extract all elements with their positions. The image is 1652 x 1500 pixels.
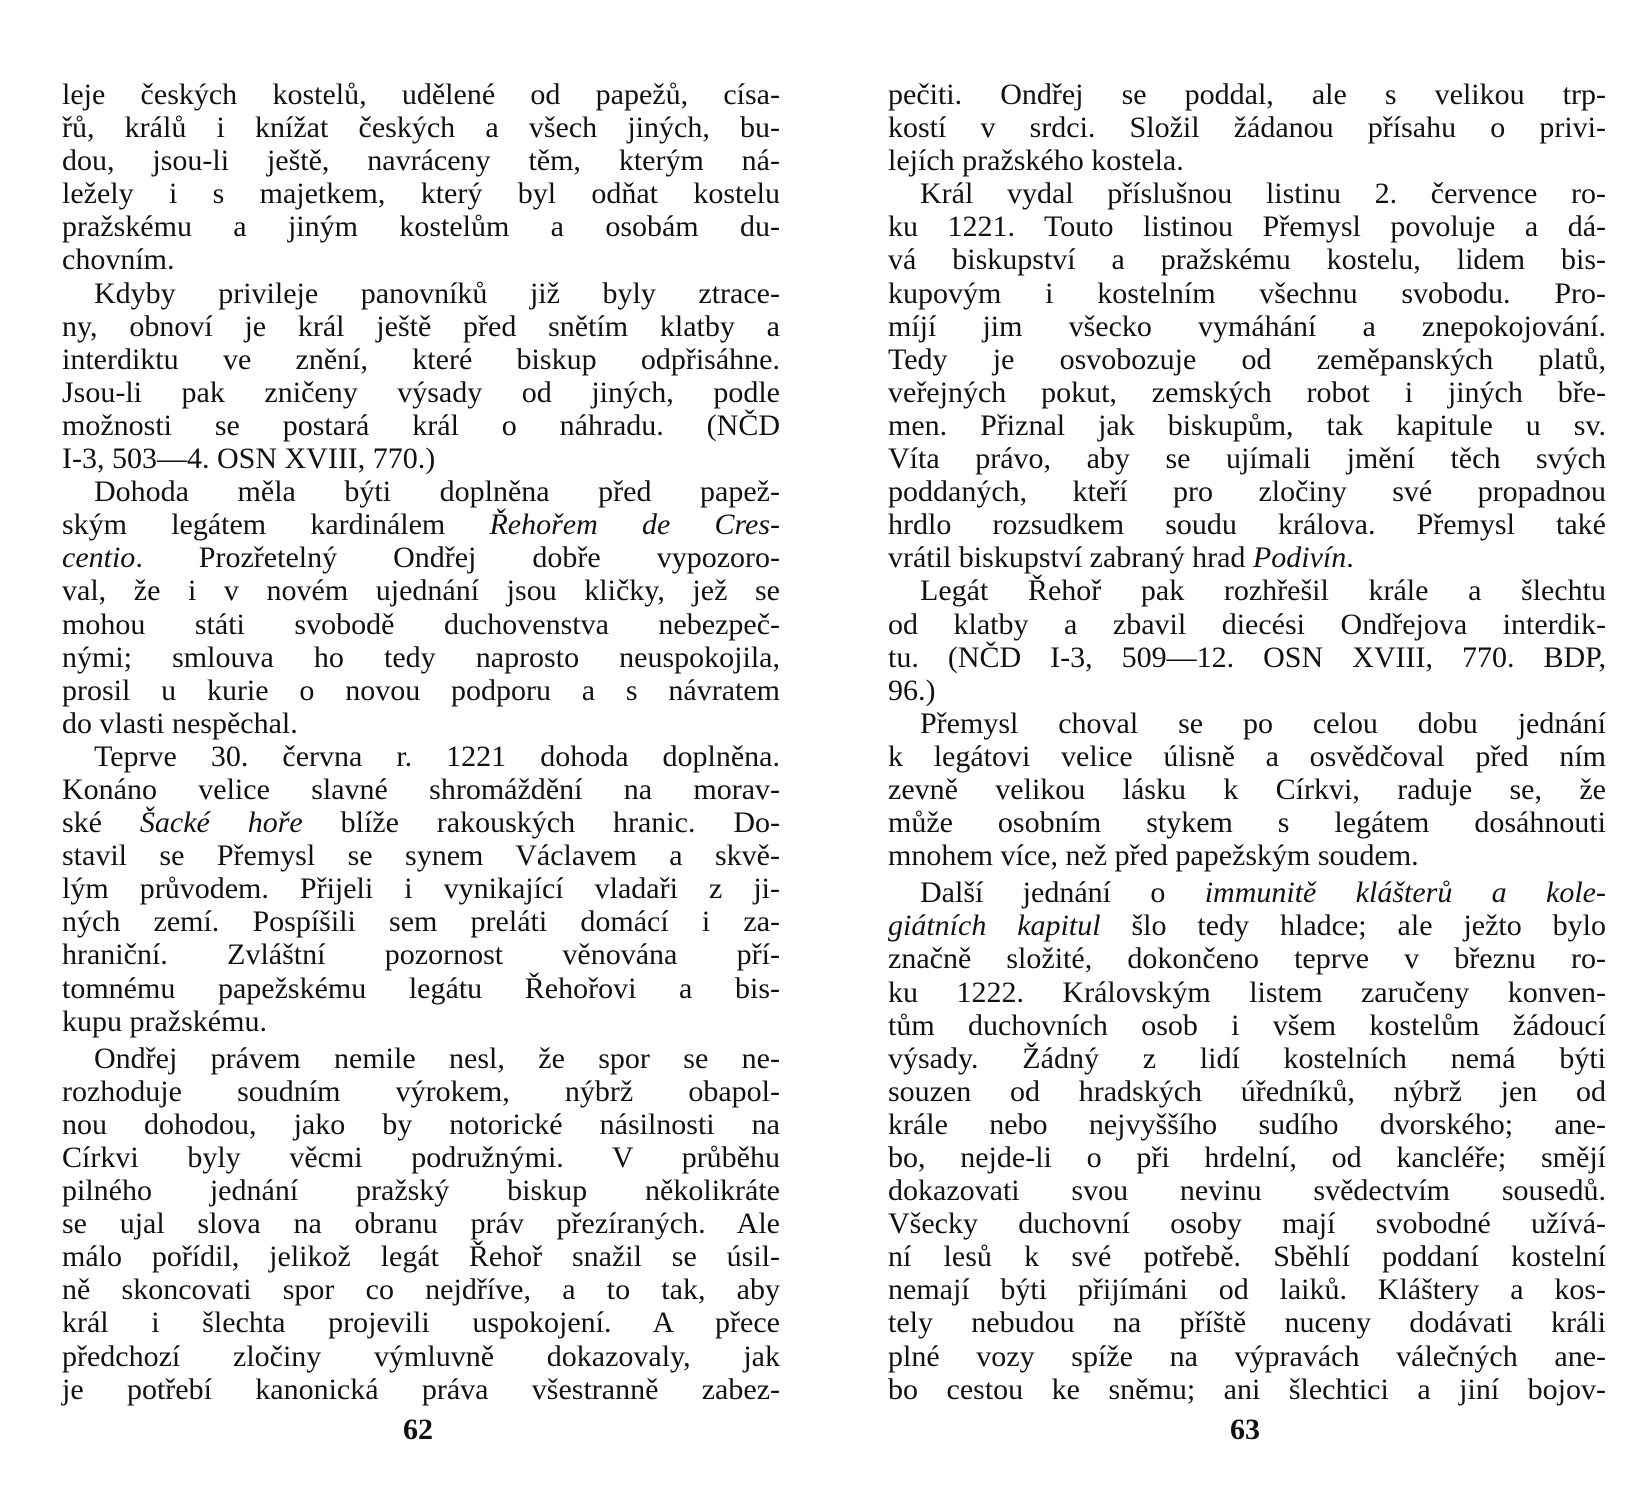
text-line: rozhoduje soudním výrokem, nýbrž obapol-: [62, 1074, 780, 1108]
text-line: hrdlo rozsudkem soudu králova. Přemysl také: [888, 508, 1606, 542]
text-segment: vrátil biskupství zabraný hrad: [888, 541, 1253, 575]
italic-name: centio: [62, 541, 136, 575]
text-line: souzen od hradských úředníků, nýbrž jen od: [888, 1074, 1606, 1108]
text-segment: .: [1346, 541, 1354, 575]
text-line: I-3, 503—4. OSN XVIII, 770.): [62, 442, 436, 476]
text-line: [888, 876, 1606, 909]
text-line: Víta právo, aby se ujímali jmění těch svých: [888, 442, 1606, 476]
text-line: řů, králů i knížat českých a všech jiných, bu-: [62, 111, 780, 145]
page-number-left: 62: [403, 1413, 433, 1446]
text-line: lejích pražského kostela.: [888, 144, 1184, 178]
text-line: ně skoncovati spor co nejdříve, a to tak, aby: [62, 1273, 780, 1307]
text-line: kupu pražskému.: [62, 1004, 267, 1038]
text-line: ku 1222. Královským listem zaručeny konven-: [888, 975, 1606, 1009]
text-line: tu. (NČD I-3, 509—12. OSN XVIII, 770. BDP,: [888, 640, 1606, 674]
italic-term: immunitě klášterů a kole-: [1204, 876, 1606, 910]
text-line: míjí jim všecko vymáhání a znepokojování.: [888, 309, 1606, 343]
text-line: [888, 541, 1606, 574]
text-line: Ondřej právem nemile nesl, že spor se ne-: [94, 1041, 780, 1075]
text-line: Legát Řehoř pak rozhřešil krále a šlechtu: [920, 574, 1606, 608]
text-line: pražskému a jiným kostelům a osobám du-: [62, 210, 780, 244]
text-line: 96.): [888, 673, 936, 707]
italic-name: Řehořem de Cres-: [489, 508, 781, 542]
text-line: k legátovi velice úlisně a osvědčoval před ním: [888, 739, 1606, 773]
text-line: nemají býti přijímáni od laiků. Kláštery a kos-: [888, 1273, 1606, 1307]
text-line: Všecky duchovní osoby mají svobodné užívá-: [888, 1207, 1606, 1241]
text-line: poddaných, kteří pro zločiny své propadnou: [888, 475, 1606, 509]
text-line: men. Přiznal jak biskupům, tak kapitule u sv.: [888, 408, 1606, 442]
text-line: málo pořídil, jelikož legát Řehoř snažil se úsil-: [62, 1240, 780, 1274]
text-line: plné vozy spíže na výpravách válečných ane-: [888, 1339, 1606, 1373]
text-line: Teprve 30. června r. 1221 dohoda doplněna.: [94, 739, 780, 773]
text-line: ny, obnoví je král ještě před snětím klatby a: [62, 309, 780, 343]
text-segment: ským legátem kardinálem: [62, 508, 490, 542]
italic-term: giátních kapitul: [888, 909, 1101, 943]
text-segment: šlo tedy hladce; ale ježto bylo: [1100, 909, 1607, 943]
text-line: tům duchovních osob i všem kostelům žádoucí: [888, 1008, 1606, 1042]
text-line: ných zemí. Pospíšili sem preláti domácí i za-: [62, 905, 780, 939]
text-line: dokazovati svou nevinu svědectvím sousedů.: [888, 1174, 1606, 1208]
text-line: chovním.: [62, 243, 175, 277]
text-line: [62, 806, 780, 839]
text-segment: . Prozřetelný Ondřej dobře vypozoro-: [135, 541, 780, 575]
text-line: král i šlechta projevili uspokojení. A přece: [62, 1306, 780, 1340]
text-line: stavil se Přemysl se synem Václavem a skvě-: [62, 839, 780, 873]
text-line: se ujal slova na obranu práv přezíraných. Ale: [62, 1207, 780, 1241]
text-segment: Další jednání o: [920, 876, 1205, 910]
text-line: Konáno velice slavné shromáždění na morav-: [62, 772, 780, 806]
text-line: ní lesů k své potřebě. Sběhlí poddaní kostelní: [888, 1240, 1606, 1274]
text-line: interdiktu ve znění, které biskup odpřisáhne.: [62, 342, 780, 376]
text-line: dou, jsou-li ještě, navráceny těm, kterým ná-: [62, 144, 780, 178]
text-line: Přemysl choval se po celou dobu jednání: [920, 706, 1606, 740]
text-line: bo, nejde-li o při hrdelní, od kancléře; smějí: [888, 1141, 1606, 1174]
text-line: [888, 909, 1606, 942]
text-line: [62, 508, 780, 541]
text-line: Církvi byly věcmi podružnými. V průběhu: [62, 1141, 780, 1174]
text-line: mnohem více, než před papežským soudem.: [888, 839, 1419, 873]
text-line: výsady. Žádný z lidí kostelních nemá býti: [888, 1041, 1606, 1075]
text-line: Kdyby privileje panovníků již byly ztrace-: [94, 276, 780, 310]
text-line: Jsou-li pak zničeny výsady od jiných, podle: [62, 375, 780, 409]
text-line: předchozí zločiny výmluvně dokazovaly, jak: [62, 1339, 780, 1373]
left-page: [62, 78, 780, 1406]
text-line: prosil u kurie o novou podporu a s návratem: [62, 673, 780, 707]
text-line: do vlasti nespěchal.: [62, 706, 298, 740]
text-line: val, že i v novém ujednání jsou kličky, jež se: [62, 574, 780, 608]
text-line: leje českých kostelů, udělené od papežů, císa-: [62, 78, 780, 111]
text-line: zevně velikou lásku k Církvi, raduje se, že: [888, 772, 1606, 806]
text-line: tely nebudou na příště nuceny dodávati králi: [888, 1306, 1606, 1340]
italic-name: Šacké hoře: [139, 806, 303, 840]
text-line: lým průvodem. Přijeli i vynikající vladaři z ji-: [62, 872, 780, 906]
text-line: značně složité, dokončeno teprve v březnu ro-: [888, 942, 1606, 976]
text-line: Král vydal příslušnou listinu 2. července ro-: [920, 177, 1606, 211]
text-line: možnosti se postará král o náhradu. (NČD: [62, 408, 780, 442]
text-line: nou dohodou, jako by notorické násilnosti na: [62, 1107, 780, 1141]
text-line: krále nebo nejvyššího sudího dvorského; ane-: [888, 1107, 1606, 1141]
text-line: je potřebí kanonická práva všestranně zabez-: [62, 1372, 780, 1406]
right-page: [888, 78, 1606, 1406]
text-line: kupovým i kostelním všechnu svobodu. Pro-: [888, 276, 1606, 310]
text-line: pilného jednání pražský biskup několikráte: [62, 1174, 780, 1208]
page-number-right: 63: [1230, 1413, 1260, 1446]
text-line: kostí v srdci. Složil žádanou přísahu o privi-: [888, 111, 1606, 145]
text-line: může osobním stykem s legátem dosáhnouti: [888, 806, 1606, 840]
text-line: ležely i s majetkem, který byl odňat kostelu: [62, 177, 780, 211]
text-line: mohou státi svobodě duchovenstva nebezpeč-: [62, 607, 780, 641]
text-line: hraniční. Zvláštní pozornost věnována pří-: [62, 938, 780, 972]
text-line: [62, 541, 780, 574]
text-line: Dohoda měla býti doplněna před papež-: [94, 475, 780, 509]
text-line: nými; smlouva ho tedy naprosto neuspokojila,: [62, 640, 780, 674]
text-line: vá biskupství a pražskému kostelu, lidem bis-: [888, 243, 1606, 277]
text-line: bo cestou ke sněmu; ani šlechtici a jiní bojov-: [888, 1372, 1606, 1406]
text-segment: blíže rakouských hranic. Do-: [302, 806, 780, 840]
text-line: ku 1221. Touto listinou Přemysl povoluje a dá-: [888, 210, 1606, 244]
text-line: tomnému papežskému legátu Řehořovi a bis-: [62, 971, 780, 1005]
italic-name: Podivín: [1252, 541, 1347, 575]
text-line: od klatby a zbavil diecési Ondřejova interdik-: [888, 607, 1606, 641]
text-line: veřejných pokut, zemských robot i jiných bře-: [888, 375, 1606, 409]
text-segment: ské: [62, 806, 140, 840]
text-line: pečiti. Ondřej se poddal, ale s velikou trp-: [888, 78, 1606, 111]
text-line: Tedy je osvobozuje od zeměpanských platů,: [888, 342, 1606, 376]
